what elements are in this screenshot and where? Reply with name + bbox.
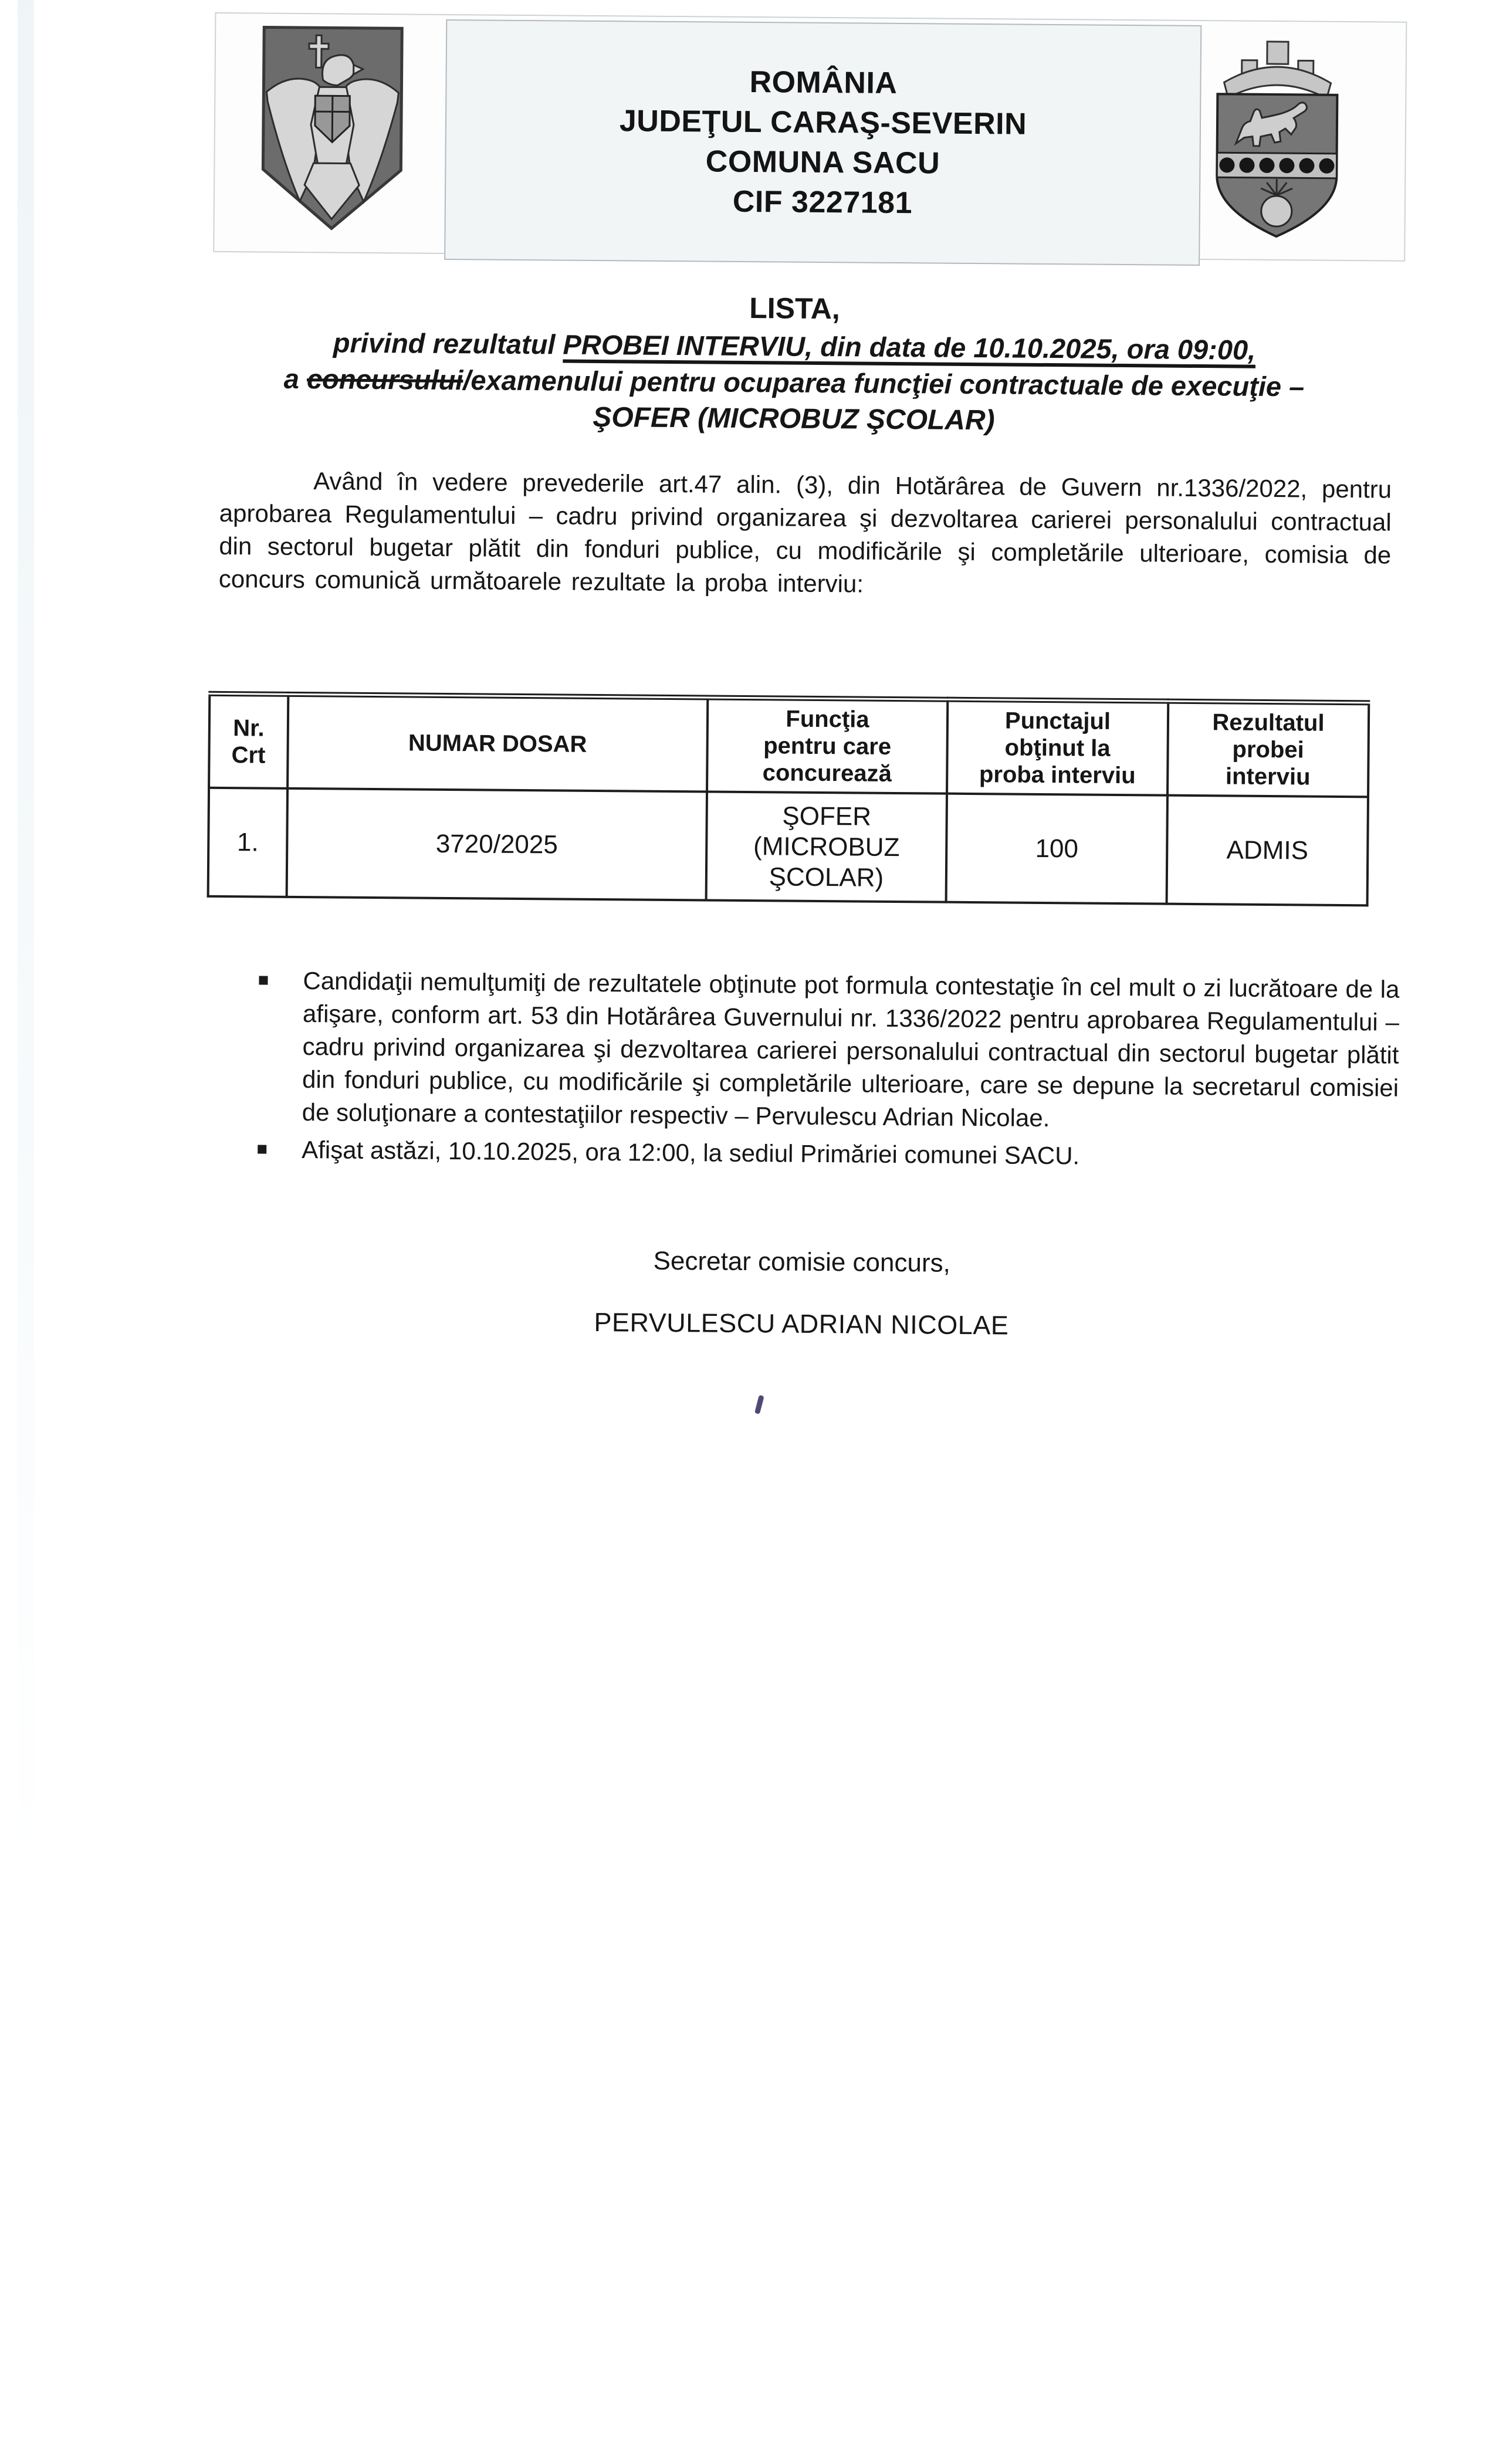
note-contestation: Candidaţii nemulţumiţi de rezultatele obţinute pot formula contestaţie în cel mult o zi lucrătoare de la afişare, conform art. 53 din Hotărârea Guvernului nr. 1336/2022 pentru aprobarea Regulamentului – cadru privind organizarea şi dezvoltarea carierei personalului contractual din sectorul bugetar plătit din fonduri publice, cu modificările şi completările ulterioare, care se depune la secretarul comisiei de soluţionare a contestaţiilor respectiv – Pervulescu Adrian Nicolae. bbox=[302, 967, 1400, 1132]
intro-paragraph: Având în vedere prevederile art.47 alin. (3), din Hotărârea de Guvern nr.1336/2022, pentru aprobarea Regulamentului – cadru privind organizarea şi dezvoltarea carierei personalului contractual din sectorul bugetar plătit din fonduri publice, cu modificările şi completările ulterioare, comisia de concurs comunică următoarele rezultate la proba interviu: bbox=[218, 467, 1392, 598]
square-bullet-icon bbox=[258, 1133, 302, 1154]
letterhead-commune: COMUNA SACU bbox=[705, 144, 940, 181]
letterhead-country: ROMÂNIA bbox=[749, 65, 898, 100]
results-table bbox=[207, 691, 1370, 907]
title-heading: LISTA, bbox=[749, 292, 841, 326]
list-item bbox=[258, 1133, 1398, 1175]
title-line3-suffix: /examenului pentru ocuparea funcţiei contractuale de execuţie – bbox=[463, 364, 1305, 402]
letterhead-county: JUDEŢUL CARAŞ-SEVERIN bbox=[619, 104, 1027, 141]
notes-list bbox=[258, 964, 1400, 1179]
signature-role: Secretar comisie concurs, bbox=[653, 1246, 951, 1278]
cell-nr: 1. bbox=[208, 788, 287, 897]
note-posting: Afişat astăzi, 10.10.2025, ora 12:00, la sediul Primăriei comunei SACU. bbox=[302, 1136, 1080, 1170]
cell-rezultat: ADMIS bbox=[1167, 796, 1368, 906]
sacu-commune-coat-of-arms-icon bbox=[1209, 38, 1345, 241]
list-item bbox=[258, 964, 1400, 1137]
title-line2-underlined: PROBEI INTERVIU, din data de 10.10.2025, ora 09:00, bbox=[563, 329, 1256, 365]
col-header-numar-dosar: NUMAR DOSAR bbox=[287, 694, 708, 791]
document-title bbox=[178, 286, 1411, 442]
title-line3-prefix: a bbox=[283, 363, 307, 395]
square-bullet-icon bbox=[259, 964, 303, 985]
col-header-punctaj: Punctajul obţinut la proba interviu bbox=[947, 699, 1168, 795]
signature-name: PERVULESCU ADRIAN NICOLAE bbox=[594, 1307, 1009, 1341]
pen-mark bbox=[754, 1395, 764, 1414]
title-line2-prefix: privind rezultatul bbox=[333, 327, 563, 360]
romania-coat-of-arms-icon bbox=[260, 24, 405, 232]
title-line3-strikethrough: concursului bbox=[306, 363, 463, 396]
col-header-functia: Funcţia pentru care concurează bbox=[707, 698, 947, 794]
table-header-row bbox=[209, 693, 1369, 797]
cell-numar-dosar: 3720/2025 bbox=[287, 788, 707, 901]
cell-functia: ŞOFER (MICROBUZ ŞCOLAR) bbox=[706, 791, 947, 902]
letterhead-text-box bbox=[444, 19, 1201, 266]
col-header-nr-crt: Nr. Crt bbox=[209, 693, 288, 788]
table-row bbox=[208, 788, 1368, 906]
letterhead-cif: CIF 3227181 bbox=[732, 184, 913, 221]
title-position: ŞOFER (MICROBUZ ŞCOLAR) bbox=[593, 401, 995, 436]
cell-punctaj: 100 bbox=[946, 794, 1167, 904]
col-header-rezultat: Rezultatul probei interviu bbox=[1167, 701, 1369, 797]
